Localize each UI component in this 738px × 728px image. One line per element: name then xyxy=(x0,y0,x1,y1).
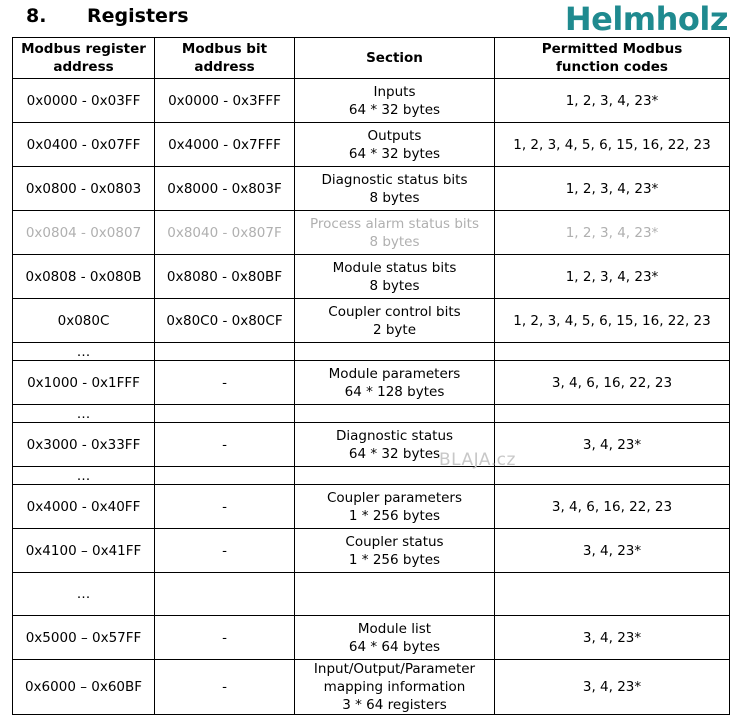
function-codes-cell: 1, 2, 3, 4, 23* xyxy=(495,211,730,255)
section-line: Coupler control bits xyxy=(328,303,461,320)
function-codes-cell: 3, 4, 6, 16, 22, 23 xyxy=(495,485,730,529)
section-line: Module list xyxy=(357,620,432,637)
header-line: function codes xyxy=(556,59,668,75)
header-line: Permitted Modbus xyxy=(541,41,683,57)
section-line: Module status bits xyxy=(332,259,457,276)
section-line: 64 * 32 bytes xyxy=(348,445,441,462)
bit-address-cell xyxy=(155,467,295,485)
header-line: Modbus bit xyxy=(181,41,268,57)
register-address-cell: … xyxy=(13,343,155,361)
registers-table xyxy=(12,37,730,715)
function-codes-cell: 1, 2, 3, 4, 23* xyxy=(495,255,730,299)
header-section xyxy=(295,38,495,79)
section-line: Coupler status xyxy=(345,533,444,550)
section-cell xyxy=(295,616,495,660)
header-line: address xyxy=(194,59,255,75)
bit-address-cell: 0x80C0 - 0x80CF xyxy=(155,299,295,343)
register-address-cell: 0x0000 - 0x03FF xyxy=(13,79,155,123)
bit-address-cell: 0x8000 - 0x803F xyxy=(155,167,295,211)
section-cell xyxy=(295,123,495,167)
register-address-cell: 0x5000 – 0x57FF xyxy=(13,616,155,660)
section-cell xyxy=(295,343,495,361)
section-cell xyxy=(295,405,495,423)
table-row xyxy=(13,343,730,361)
table-row xyxy=(13,211,730,255)
section-line: Outputs xyxy=(367,127,422,144)
table-row xyxy=(13,573,730,616)
section-line: 8 bytes xyxy=(369,277,420,294)
register-address-cell: 0x0808 - 0x080B xyxy=(13,255,155,299)
register-address-cell: 0x0800 - 0x0803 xyxy=(13,167,155,211)
header-function-codes xyxy=(495,38,730,79)
bit-address-cell: - xyxy=(155,485,295,529)
helmholz-logo: Helmholz xyxy=(564,0,728,38)
bit-address-cell: - xyxy=(155,529,295,573)
function-codes-cell: 1, 2, 3, 4, 5, 6, 15, 16, 22, 23 xyxy=(495,299,730,343)
section-line: Coupler parameters xyxy=(326,489,462,506)
section-cell xyxy=(295,167,495,211)
bit-address-cell: 0x4000 - 0x7FFF xyxy=(155,123,295,167)
function-codes-cell: 1, 2, 3, 4, 23* xyxy=(495,167,730,211)
section-line: Diagnostic status xyxy=(335,427,454,444)
function-codes-cell xyxy=(495,343,730,361)
bit-address-cell xyxy=(155,573,295,616)
section-line: Diagnostic status bits xyxy=(321,171,468,188)
table-row xyxy=(13,361,730,405)
bit-address-cell xyxy=(155,343,295,361)
section-cell xyxy=(295,660,495,715)
table-row xyxy=(13,616,730,660)
section-line: 1 * 256 bytes xyxy=(348,507,441,524)
bit-address-cell: 0x0000 - 0x3FFF xyxy=(155,79,295,123)
watermark: BLAJA.cz xyxy=(439,450,516,470)
header-line: address xyxy=(53,59,114,75)
section-line: Module parameters xyxy=(328,365,461,382)
header-line: Section xyxy=(366,50,423,66)
section-title: Registers xyxy=(87,5,189,27)
section-cell xyxy=(295,361,495,405)
section-line: 1 * 256 bytes xyxy=(348,551,441,568)
table-row xyxy=(13,423,730,467)
section-cell xyxy=(295,485,495,529)
function-codes-cell: 1, 2, 3, 4, 23* xyxy=(495,79,730,123)
register-address-cell: 0x4000 - 0x40FF xyxy=(13,485,155,529)
register-address-cell: … xyxy=(13,573,155,616)
bit-address-cell: - xyxy=(155,423,295,467)
table-row xyxy=(13,485,730,529)
section-cell xyxy=(295,299,495,343)
function-codes-cell xyxy=(495,405,730,423)
table-row xyxy=(13,299,730,343)
bit-address-cell: 0x8080 - 0x80BF xyxy=(155,255,295,299)
section-cell xyxy=(295,255,495,299)
function-codes-cell: 3, 4, 23* xyxy=(495,616,730,660)
function-codes-cell xyxy=(495,467,730,485)
bit-address-cell: - xyxy=(155,660,295,715)
register-address-cell: 0x0804 - 0x0807 xyxy=(13,211,155,255)
section-number: 8. xyxy=(26,5,47,27)
table-header-row xyxy=(13,38,730,79)
section-heading xyxy=(26,5,189,27)
register-address-cell: 0x1000 - 0x1FFF xyxy=(13,361,155,405)
table-row xyxy=(13,529,730,573)
function-codes-cell xyxy=(495,573,730,616)
section-line: Process alarm status bits xyxy=(310,215,479,232)
section-line: 64 * 32 bytes xyxy=(348,101,441,118)
header-line: Modbus register xyxy=(21,41,146,57)
table-row xyxy=(13,79,730,123)
function-codes-cell: 3, 4, 23* xyxy=(495,423,730,467)
header-bit-address xyxy=(155,38,295,79)
section-line: Input/Output/Parameter xyxy=(313,661,476,677)
table-row xyxy=(13,467,730,485)
function-codes-cell: 3, 4, 23* xyxy=(495,529,730,573)
function-codes-cell: 1, 2, 3, 4, 5, 6, 15, 16, 22, 23 xyxy=(495,123,730,167)
section-line: 64 * 128 bytes xyxy=(344,383,445,400)
table-body xyxy=(13,79,730,715)
table-row xyxy=(13,123,730,167)
section-cell xyxy=(295,573,495,616)
table-row xyxy=(13,167,730,211)
section-cell xyxy=(295,79,495,123)
table-row xyxy=(13,660,730,715)
register-address-cell: 0x6000 – 0x60BF xyxy=(13,660,155,715)
register-address-cell: 0x0400 - 0x07FF xyxy=(13,123,155,167)
register-address-cell: … xyxy=(13,405,155,423)
section-line: mapping information xyxy=(323,679,466,695)
register-address-cell: … xyxy=(13,467,155,485)
bit-address-cell xyxy=(155,405,295,423)
function-codes-cell: 3, 4, 23* xyxy=(495,660,730,715)
bit-address-cell: - xyxy=(155,361,295,405)
section-line: 64 * 64 bytes xyxy=(348,638,441,655)
section-cell xyxy=(295,211,495,255)
bit-address-cell: - xyxy=(155,616,295,660)
section-line: Inputs xyxy=(373,83,416,100)
section-cell xyxy=(295,529,495,573)
section-line: 2 byte xyxy=(372,321,417,338)
section-line: 8 bytes xyxy=(369,233,420,250)
register-address-cell: 0x4100 – 0x41FF xyxy=(13,529,155,573)
section-line: 8 bytes xyxy=(369,189,420,206)
section-line: 3 * 64 registers xyxy=(342,697,447,713)
section-line: 64 * 32 bytes xyxy=(348,145,441,162)
register-address-cell: 0x080C xyxy=(13,299,155,343)
table-row xyxy=(13,405,730,423)
bit-address-cell: 0x8040 - 0x807F xyxy=(155,211,295,255)
header-register-address xyxy=(13,38,155,79)
function-codes-cell: 3, 4, 6, 16, 22, 23 xyxy=(495,361,730,405)
register-address-cell: 0x3000 - 0x33FF xyxy=(13,423,155,467)
table-row xyxy=(13,255,730,299)
